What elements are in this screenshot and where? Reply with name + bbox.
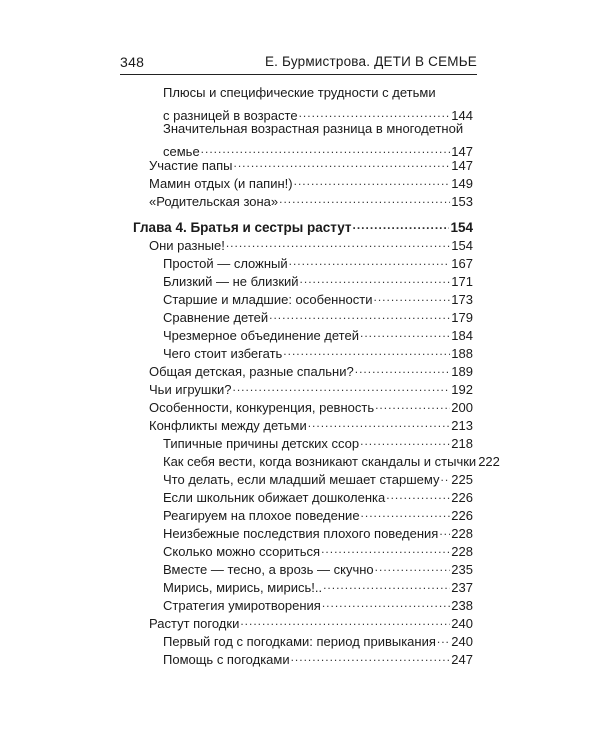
- toc-entry-title: Простой — сложный: [163, 256, 288, 271]
- toc-entry-title: Как себя вести, когда возникают скандалы и стычки: [163, 454, 477, 469]
- toc-entry-title: Вместе — тесно, а врозь — скучно: [163, 562, 374, 577]
- toc-entry-title: Мирись, мирись, мирись!..: [163, 580, 323, 595]
- toc-page-number: 222: [478, 454, 500, 469]
- dot-leader: [322, 592, 450, 610]
- dot-leader: [283, 340, 450, 358]
- toc-page-number: 237: [451, 580, 473, 595]
- toc-entry-title: с разницей в возрасте: [163, 108, 298, 123]
- toc-page-number: 235: [451, 562, 473, 577]
- toc-page-number: 173: [451, 292, 473, 307]
- toc-entry-title: Значительная возрастная разница в многодетной: [163, 121, 464, 136]
- toc-entry-title: Общая детская, разные спальни?: [149, 364, 354, 379]
- toc-entry-title: семье: [163, 144, 200, 159]
- toc-page-number: 226: [451, 490, 473, 505]
- toc-page-number: 167: [451, 256, 473, 271]
- dot-leader: [440, 466, 450, 484]
- toc-page-number: 147: [451, 144, 473, 159]
- toc-entry-title: Чьи игрушки?: [149, 382, 232, 397]
- dot-leader: [291, 646, 451, 664]
- dot-leader: [374, 286, 451, 304]
- toc-page-number: 228: [451, 544, 473, 559]
- toc-entry: [163, 646, 473, 669]
- toc-entry-title: Участие папы: [149, 158, 233, 173]
- toc-entry: [163, 84, 473, 125]
- toc-page-number: 179: [451, 310, 473, 325]
- toc-page-number: 200: [451, 400, 473, 415]
- toc-entry-title: Неизбежные последствия плохого поведения: [163, 526, 439, 541]
- toc-entry-title: Помощь с погодками: [163, 652, 290, 667]
- toc-page-number: 228: [451, 526, 473, 541]
- toc-page-number: 213: [451, 418, 473, 433]
- toc-entry-title: Реагируем на плохое поведение: [163, 508, 360, 523]
- toc-page-number: 218: [451, 436, 473, 451]
- header-rule: [120, 74, 477, 75]
- dot-leader: [323, 574, 450, 592]
- toc-entry-title: Сколько можно ссориться: [163, 544, 321, 559]
- toc-entry-title: Первый год с погодками: период привыкания: [163, 634, 436, 649]
- dot-leader: [269, 304, 450, 322]
- dot-leader: [321, 538, 450, 556]
- toc-page-number: 247: [451, 652, 473, 667]
- dot-leader: [299, 102, 451, 120]
- dot-leader: [439, 520, 450, 538]
- toc-entry-title: Если школьник обижает дошколенка: [163, 490, 386, 505]
- toc-page-number: 238: [451, 598, 473, 613]
- page-number: 348: [120, 54, 145, 70]
- toc-page-number: 240: [451, 616, 473, 631]
- toc-page-number: 184: [451, 328, 473, 343]
- toc-page-number: 144: [451, 108, 473, 123]
- dot-leader: [355, 358, 451, 376]
- dot-leader: [360, 430, 450, 448]
- toc-page-number: 226: [451, 508, 473, 523]
- toc-page-number: 188: [451, 346, 473, 361]
- toc-entry-title: Они разные!: [149, 238, 225, 253]
- toc-entry-title: Чего стоит избегать: [163, 346, 283, 361]
- toc-entry-title: Особенности, конкуренция, ревность: [149, 400, 375, 415]
- running-title: Е. Бурмистрова. ДЕТИ В СЕМЬЕ: [264, 54, 477, 69]
- toc-entry-title: Сравнение детей: [163, 310, 269, 325]
- toc-page-number: 240: [451, 634, 473, 649]
- toc-entry-title: Старшие и младшие: особенности: [163, 292, 373, 307]
- toc-entry: [149, 188, 473, 211]
- dot-leader: [375, 556, 451, 574]
- toc-page-number: 149: [451, 176, 473, 191]
- dot-leader: [294, 170, 451, 188]
- toc-page-number: 225: [451, 472, 473, 487]
- toc-page-number: 147: [451, 158, 473, 173]
- dot-leader: [279, 188, 450, 206]
- toc-page-number: 154: [450, 220, 473, 235]
- toc-entry-title: Что делать, если младший мешает старшему: [163, 472, 440, 487]
- dot-leader: [360, 322, 450, 340]
- toc-entry-title: Плюсы и специфические трудности с детьми: [163, 85, 436, 100]
- toc-entry-title: Близкий — не близкий: [163, 274, 299, 289]
- dot-leader: [352, 214, 449, 232]
- dot-leader: [308, 412, 451, 430]
- toc-page-number: 153: [451, 194, 473, 209]
- toc-page-number: 192: [451, 382, 473, 397]
- running-header: [120, 54, 477, 74]
- dot-leader: [437, 628, 450, 646]
- dot-leader: [375, 394, 450, 412]
- toc-entry-title: Стратегия умиротворения: [163, 598, 321, 613]
- dot-leader: [240, 610, 450, 628]
- toc-page-number: 171: [451, 274, 473, 289]
- toc-entry-title: Типичные причины детских ссор: [163, 436, 360, 451]
- dot-leader: [300, 268, 451, 286]
- toc-entry-title: Конфликты между детьми: [149, 418, 307, 433]
- toc-entry-title: Мамин отдых (и папин!): [149, 176, 293, 191]
- dot-leader: [233, 152, 450, 170]
- toc-page-number: 154: [451, 238, 473, 253]
- toc-entry-title: «Родительская зона»: [149, 194, 279, 209]
- dot-leader: [233, 376, 451, 394]
- dot-leader: [361, 502, 451, 520]
- toc-entry-title: Растут погодки: [149, 616, 240, 631]
- dot-leader: [289, 250, 451, 268]
- toc-entry-title: Чрезмерное объединение детей: [163, 328, 359, 343]
- toc-entry-title: Глава 4. Братья и сестры растут: [133, 220, 352, 235]
- dot-leader: [386, 484, 450, 502]
- toc-page-number: 189: [451, 364, 473, 379]
- dot-leader: [226, 232, 450, 250]
